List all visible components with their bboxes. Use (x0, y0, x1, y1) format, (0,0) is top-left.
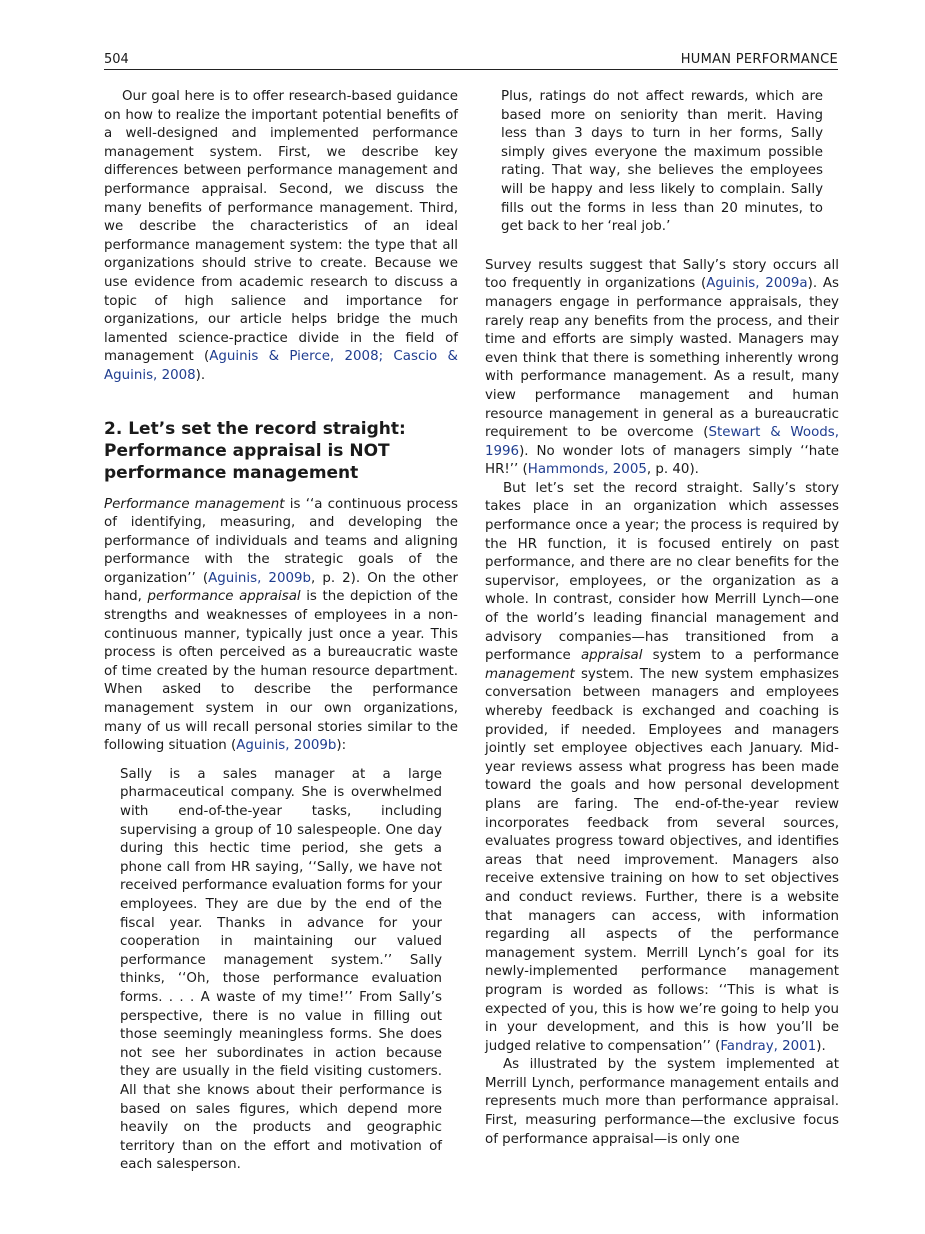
page-number: 504 (104, 52, 129, 67)
citation-link[interactable]: Fandray, 2001 (720, 1038, 817, 1054)
closing-paragraph: As illustrated by the system implemented at Merrill Lynch, performance management entails and represents much more than performance appraisal. First, measuring performance—the exclusive focus of performance appraisal—is only one (485, 1057, 839, 1147)
merrill-lynch-paragraph: But let’s set the record straight. Sally’s story takes place in an organization which assesses performance once a year; the process is required by the HR function, it is focused entirely on past performance, and there are no clear benefits for the supervisor, employees, or the organization as a whole. In contrast, consider how Merrill Lynch—one of the world’s leading financial management and advisory companies—has transitioned from a performance appraisal system to a performance management system. The new system emphasizes conversation between managers and employees whereby feedback is exchanged and coaching is provided, if needed. Employees and managers jointly set employee objectives each January. Mid-year reviews assess what progress has been made toward the goals and how personal development plans are faring. The end-of-the-year review incorporates feedback from several sources, evaluates progress toward objectives, and identifies areas that need improvement. Managers also receive extensive training on how to set objectives and conduct reviews. Further, there is a website that managers can access, with information regarding all aspects of the performance management system. Merrill Lynch’s goal for its newly-implemented performance management program is worded as follows: ‘‘This is what is expected of you, this is how we’re going to help you in your development, and this is how you’ll be judged relative to compensation’’ (Fandray, 2001). (485, 480, 840, 1054)
left-column (104, 88, 458, 1175)
section-heading: 2. Let’s set the record straight: Performance appraisal is NOT performance management (104, 418, 406, 483)
citation-link[interactable]: Stewart & Woods, 1996 (485, 425, 839, 459)
citation-link[interactable]: Aguinis, 2009b (208, 570, 312, 586)
definition-paragraph: Performance management is ‘‘a continuous process of identifying, measuring, and developing the performance of individuals and teams and aligning performance with the strategic goals of the organization’’ (Aguinis, 2009b, p. 2). On the other hand, performance appraisal is the depiction of the strengths and weaknesses of employees in a non-continuous manner, typically just once a year. This process is often perceived as a bureaucratic waste of time created by the human resource department. When asked to describe the performance management system in our own organizations, many of us will recall personal stories similar to the following situation (Aguinis, 2009b): (104, 496, 458, 754)
intro-paragraph: Our goal here is to offer research-based guidance on how to realize the important potential benefits of a well-designed and implemented performance management system. First, we describe key differences between performance management and performance appraisal. Second, we discuss the many benefits of performance management. Third, we describe the characteristics of an ideal performance management system: the type that all organizations should strive to create. Because we use evidence from academic research to discuss a topic of high salience and importance for organizations, our article helps bridge the much lamented science-practice divide in the field of management (Aguinis & Pierce, 2008; Cascio & Aguinis, 2008). (104, 89, 458, 383)
block-quote: Sally is a sales manager at a large pharmaceutical company. She is overwhelmed with end-of-the-year tasks, including supervising a group of 10 salespeople. One day during this hectic time period, she gets a phone call from HR saying, ‘‘Sally, we have not received performance evaluation forms for your employees. They are due by the end of the fiscal year. Thanks in advance for your cooperation in maintaining our valued performance management system.’’ Sally thinks, ‘‘Oh, those performance evaluation forms. . . . A waste of my time!’’ From Sally’s perspective, there is no value in filling out those seemingly meaningless forms. She does not see her subordinates in action because they are usually in the field visiting customers. All that she knows about their performance is based on sales figures, which depend more heavily on the products and geographic territory than on the effort and motivation of each salesperson. (120, 766, 442, 1173)
survey-paragraph: Survey results suggest that Sally’s story occurs all too frequently in organizations (Aguinis, 2009a). As managers engage in performance appraisals, they rarely reap any benefits from the process, and their time and efforts are simply wasted. Managers may even think that there is something inherently wrong with performance management. As a result, many view performance management and human resource management in general as a bureaucratic requirement to be overcome (Stewart & Woods, 1996). No wonder lots of managers simply ‘‘hate HR!’’ (Hammonds, 2005, p. 40). (485, 257, 839, 478)
running-header (104, 52, 838, 70)
citation-link[interactable]: Aguinis, 2009a (706, 276, 808, 292)
block-quote-continued: Plus, ratings do not affect rewards, which are based more on seniority than merit. Having less than 3 days to turn in her forms, Sally simply gives everyone the maximum possible rating. That way, she believes the employees will be happy and less likely to complain. Sally fills out the forms in less than 20 minutes, to get back to her ‘real job.’ (501, 89, 823, 235)
citation-link[interactable]: Aguinis & Pierce, 2008; Cascio & Aguinis, 2008 (104, 349, 458, 383)
citation-link[interactable]: Hammonds, 2005 (527, 462, 647, 478)
citation-link[interactable]: Aguinis, 2009b (236, 738, 337, 754)
right-column (485, 88, 839, 1149)
running-title: HUMAN PERFORMANCE (680, 52, 838, 67)
